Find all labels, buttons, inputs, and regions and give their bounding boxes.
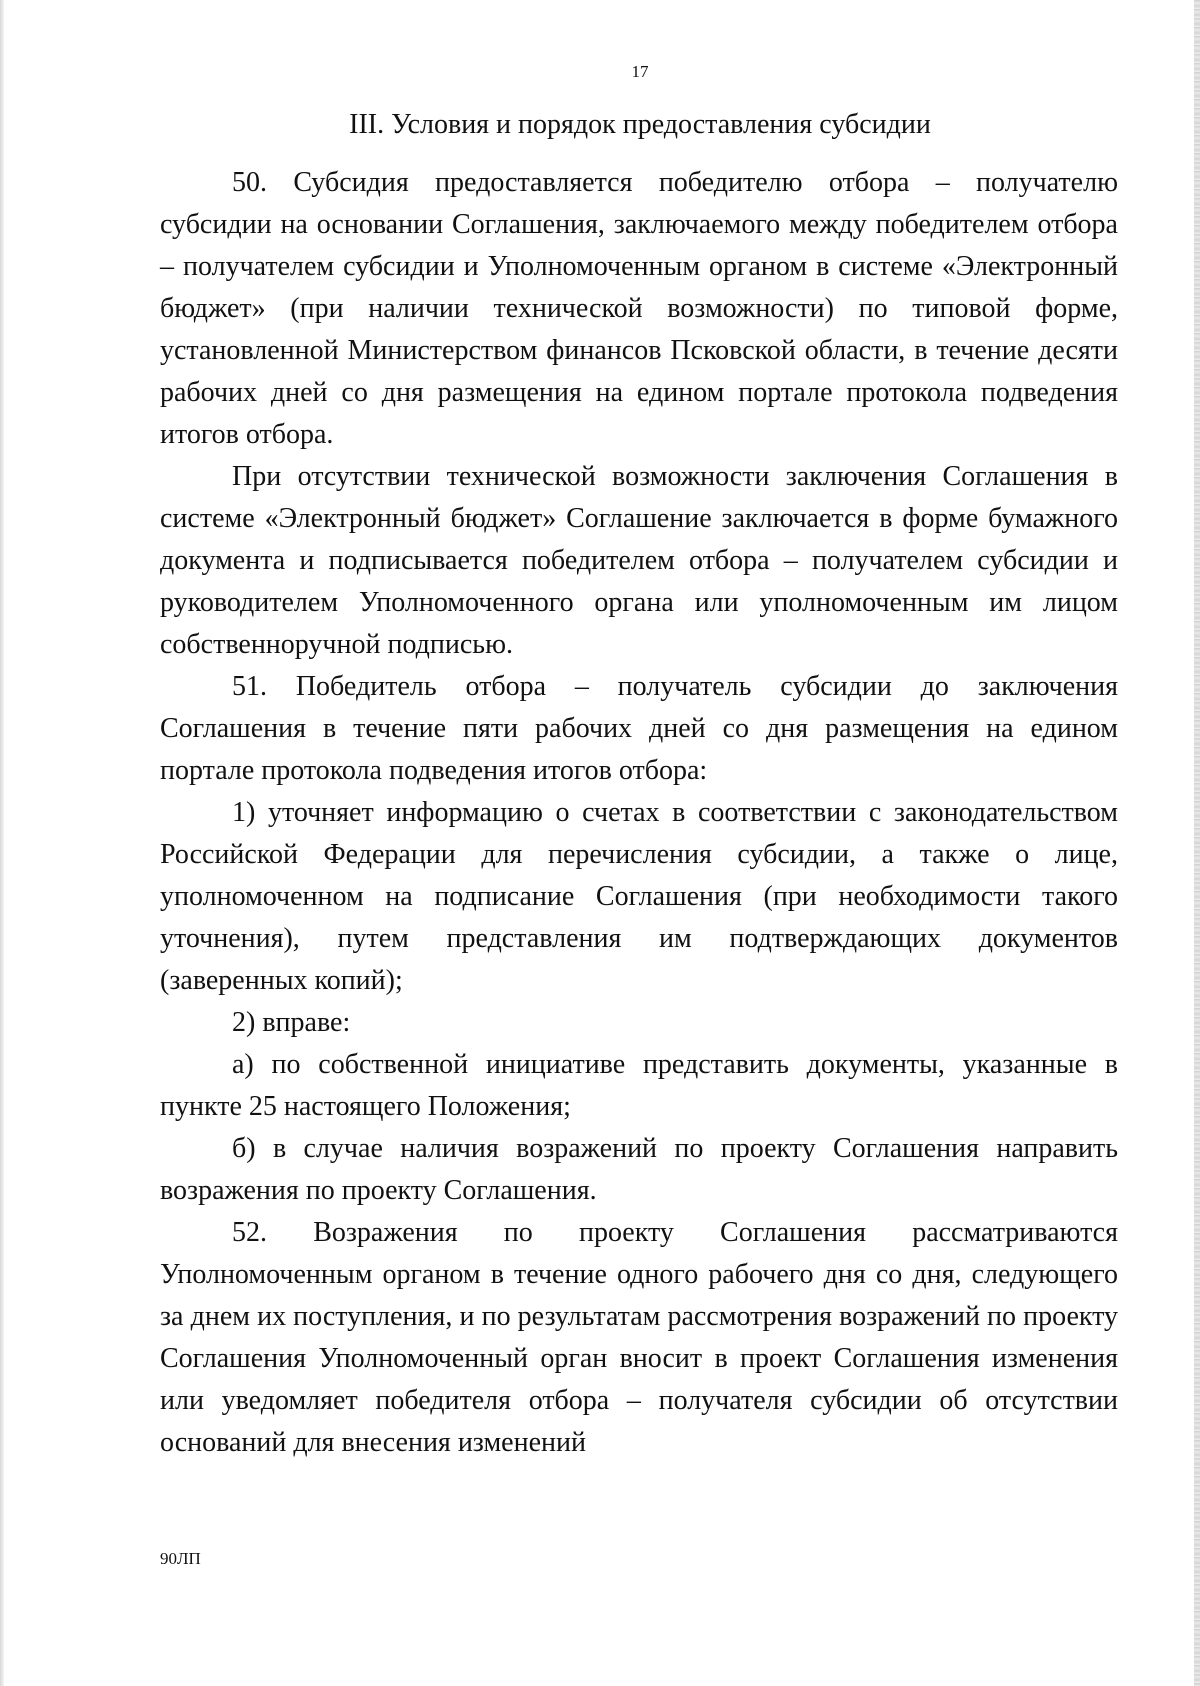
paragraph-51-item-1: 1) уточняет информацию о счетах в соответствии с законодательством Российской Федерации для перечисления субсидии, а также о лице, уполномоченном на подписание Соглашения (при необходимости такого уточнения), путем представления им подтверждающих документов (заверенных копий); (160, 797, 1118, 996)
paragraph-50: 50. Субсидия предоставляется победителю отбора – получателю субсидии на основании Соглашения, заключаемого между победителем отбора – получателем субсидии и Уполномоченным органом в системе «Электронный бюджет» (при наличии технической возможности) по типовой форме, установленной Министерством финансов Псковской области, в течение десяти рабочих дней со дня размещения на едином портале протокола подведения итогов отбора. (160, 167, 1118, 450)
paragraph-paper-agreement: При отсутствии технической возможности заключения Соглашения в системе «Электронный бюджет» Соглашение заключается в форме бумажного документа и подписывается победителем отбора – получателем субсидии и руководителем Уполномоченного органа или уполномоченным им лицом собственноручной подписью. (160, 461, 1118, 660)
page-number: 17 (631, 62, 649, 81)
document-code: 90ЛП (160, 1549, 201, 1568)
paragraph-51: 51. Победитель отбора – получатель субсидии до заключения Соглашения в течение пяти рабочих дней со дня размещения на едином портале протокола подведения итогов отбора: (160, 671, 1118, 786)
scan-edge-right (1194, 0, 1200, 1686)
paragraph-52: 52. Возражения по проекту Соглашения рассматриваются Уполномоченным органом в течение одного рабочего дня со дня, следующего за днем их поступления, и по результатам рассмотрения возражений по проекту Соглашения Уполномоченный орган вносит в проект Соглашения изменения или уведомляет победителя отбора – получателя субсидии об отсутствии оснований для внесения изменений (160, 1217, 1118, 1458)
section-title: III. Условия и порядок предоставления субсидии (349, 109, 931, 140)
document-body (160, 162, 1118, 1464)
scan-edge-left (0, 0, 4, 1686)
paragraph-51-item-2a: а) по собственной инициативе представить документы, указанные в пункте 25 настоящего Положения; (160, 1049, 1118, 1122)
paragraph-51-item-2b: б) в случае наличия возражений по проекту Соглашения направить возражения по проекту Соглашения. (160, 1133, 1118, 1206)
paragraph-51-item-2: 2) вправе: (232, 1007, 351, 1038)
